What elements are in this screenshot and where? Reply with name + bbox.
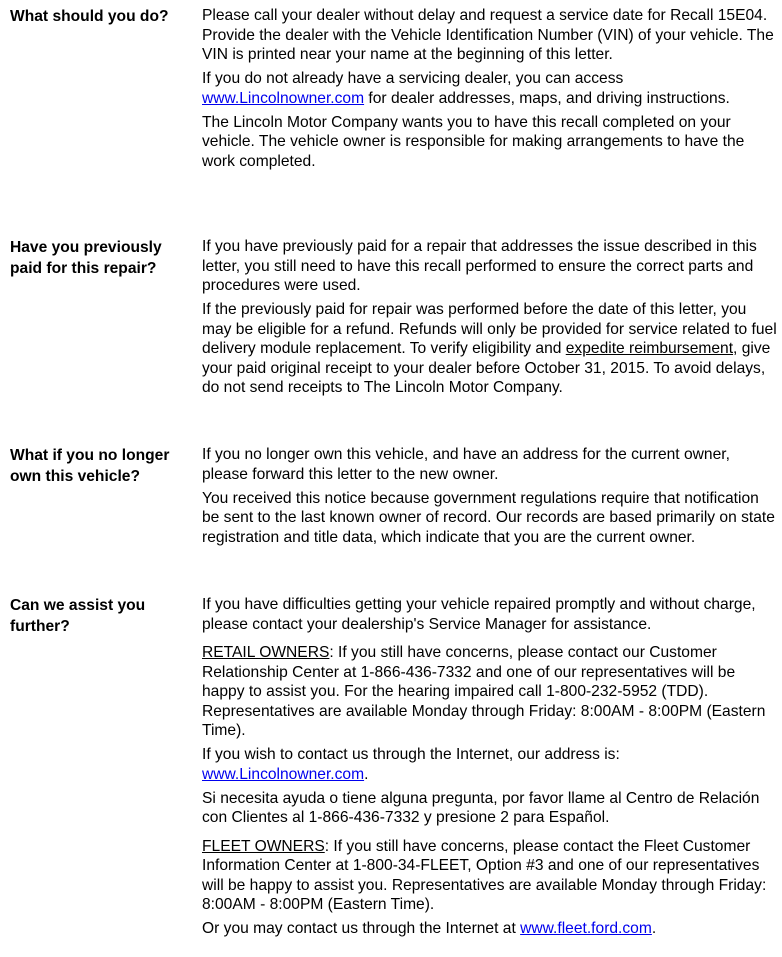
paragraph-spanish: Si necesita ayuda o tiene alguna pregunta, por favor llame al Centro de Relación con Clientes al 1-866-436-7332 y presione 2 para Español. <box>202 789 760 826</box>
text: Or you may contact us through the Internet at <box>202 920 521 937</box>
question-heading: Have you previously paid for this repair? <box>10 239 162 277</box>
text: , give your paid original receipt to your dealer before October 31, 2015. To avoid delays, do not send receipts to The Lincoln Motor Company. <box>202 340 771 396</box>
text: for dealer addresses, maps, and driving instructions. <box>364 89 730 107</box>
text: If you do not already have a servicing dealer, you can access <box>202 70 624 87</box>
retail-owners-label: RETAIL OWNERS <box>202 644 330 661</box>
question-heading: Can we assist you further? <box>10 597 146 635</box>
paragraph: You received this notice because government regulations require that notification be sent to the last known owner of record. Our records are based primarily on state registration and title data, which indicate that you are the current owner. <box>202 489 775 546</box>
paragraph-fleet-owners <box>202 837 778 915</box>
expedite-reimbursement-text: expedite reimbursement <box>565 340 734 357</box>
paragraph: The Lincoln Motor Company wants you to have this recall completed on your vehicle. The vehicle owner is responsible for making arrangements to have the work completed. <box>202 113 745 170</box>
question-heading: What should you do? <box>10 8 169 25</box>
lincolnowner-link[interactable]: www.Lincolnowner.com <box>202 89 365 107</box>
paragraph: If you have previously paid for a repair that addresses the issue described in this letter, you still need to have this recall performed to ensure the correct parts and procedures were used. <box>202 238 757 294</box>
answer-body <box>202 6 778 176</box>
paragraph-internet <box>202 745 778 784</box>
text: : If you still have concerns, please contact the Fleet Customer Information Center at 1-800-34-FLEET, Option #3 and one of our representatives will be happy to assist you. Representatives are available Monday through Friday: 8:00AM - 8:00PM (Eastern Time). <box>202 837 767 913</box>
text: : If you still have concerns, please contact our Customer Relationship Center at 1-866-436-7332 and one of our representatives will be happy to assist you. For the hearing impaired call 1-800-232-5952 (TDD). Representatives are available Monday through Friday: 8:00AM - 8:00PM (Eastern Time). <box>202 644 766 739</box>
answer-body <box>202 445 778 552</box>
lincolnowner-link[interactable]: www.Lincolnowner.com <box>202 765 365 783</box>
paragraph-dealer-access <box>202 69 778 108</box>
paragraph-retail-owners <box>202 643 778 741</box>
text: . <box>364 765 369 783</box>
fleet-ford-link[interactable]: www.fleet.ford.com <box>520 920 652 937</box>
fleet-owners-label: FLEET OWNERS <box>202 837 325 855</box>
paragraph: Please call your dealer without delay and request a service date for Recall 15E04. Provide the dealer with the Vehicle Identification Number (VIN) of your vehicle. The VIN is printed near your name at the beginning of this letter. <box>202 7 774 63</box>
paragraph: If you no longer own this vehicle, and have an address for the current owner, please forward this letter to the new owner. <box>202 446 730 483</box>
paragraph-fleet-internet <box>202 919 778 939</box>
text: If you wish to contact us through the Internet, our address is: <box>202 746 620 763</box>
text: If the previously paid for repair was performed before the date of this letter, you may be eligible for a refund. Refunds will only be provided for service related to fuel delivery module replacement. To verify eligibility and <box>202 301 777 357</box>
paragraph-refund <box>202 300 778 398</box>
text: . <box>651 920 657 937</box>
question-heading: What if you no longer own this vehicle? <box>10 447 170 485</box>
answer-body <box>202 595 778 943</box>
paragraph: If you have difficulties getting your vehicle repaired promptly and without charge, please contact your dealership's Service Manager for assistance. <box>202 596 756 633</box>
answer-body <box>202 237 778 402</box>
